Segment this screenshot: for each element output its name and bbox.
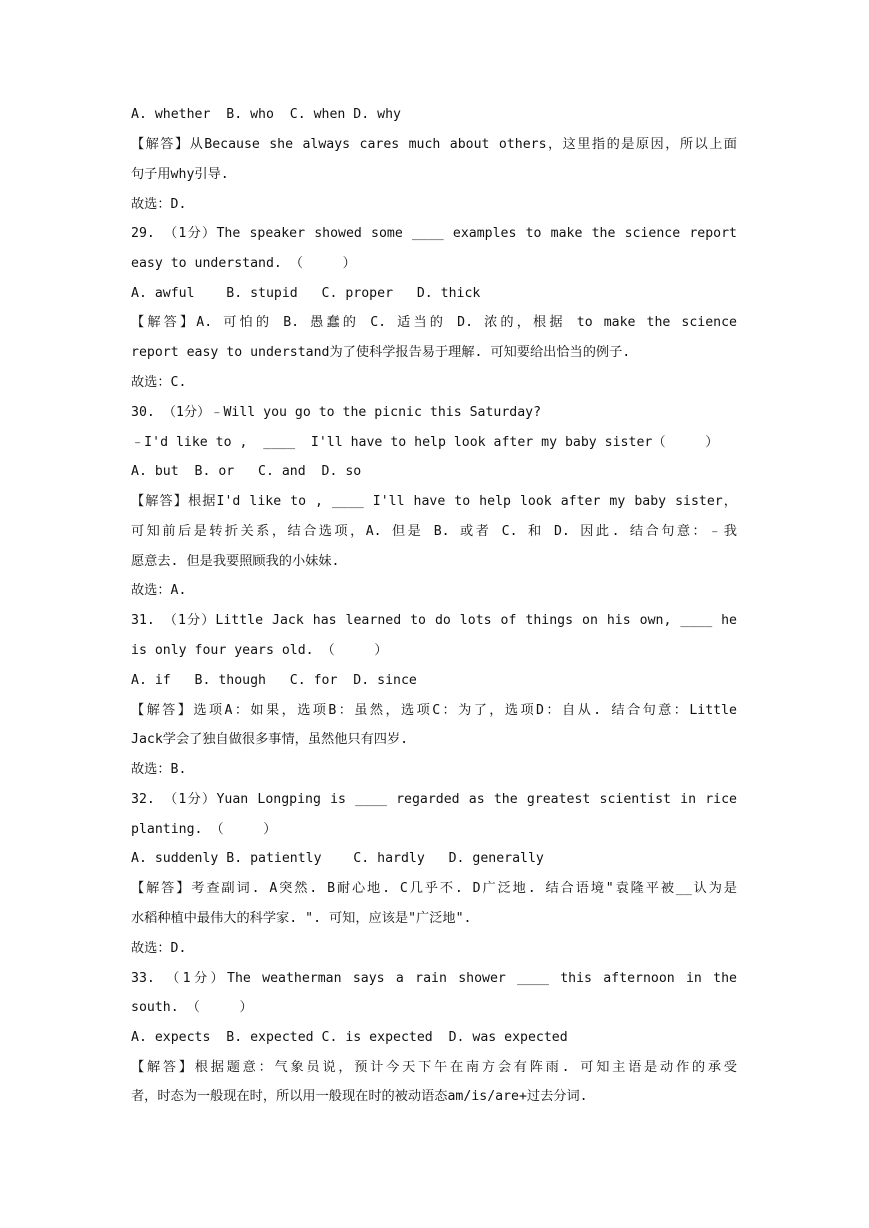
text-line: 愿意去. 但是我要照顾我的小妹妹. [131, 554, 340, 569]
text-line: A. awful B. stupid C. proper D. thick [131, 286, 481, 301]
text-line: 33. （1分）The weatherman says a rain shower ____ this afternoon in the [131, 971, 737, 986]
text-line: 29. （1分）The speaker showed some ____ examples to make the science report [131, 226, 737, 241]
text-line: 32. （1分）Yuan Longping is ____ regarded as the greatest scientist in rice [131, 792, 737, 807]
text-line: A. if B. though C. for D. since [131, 673, 417, 688]
text-line: is only four years old. （ ） [131, 643, 388, 658]
text-line: 可知前后是转折关系，结合选项，A. 但是 B. 或者 C. 和 D. 因此. 结合句意：﹣我 [131, 524, 737, 539]
text-line: A. whether B. who C. when D. why [131, 107, 401, 122]
text-line: A. but B. or C. and D. so [131, 464, 362, 479]
text-line: 故选：A. [131, 583, 187, 598]
text-line: planting. （ ） [131, 822, 277, 837]
text-line: A. expects B. expected C. is expected D. was expected [131, 1030, 568, 1045]
text-line: 30. （1分）﹣Will you go to the picnic this Saturday? [131, 405, 542, 420]
text-line: 水稻种植中最伟大的科学家. ". 可知，应该是"广泛地". [131, 911, 472, 926]
text-line: south. （ ） [131, 1000, 253, 1015]
text-line: 31. （1分）Little Jack has learned to do lots of things on his own, ____ he [131, 613, 737, 628]
text-line: 者，时态为一般现在时，所以用一般现在时的被动语态am/is/are+过去分词. [131, 1089, 588, 1104]
text-line: 【解答】根据I'd like to , ____ I'll have to help look after my baby sister， [131, 494, 737, 509]
text-line: 【解答】考查副词. A突然. B耐心地. C几乎不. D广泛地. 结合语境"袁隆平被__认为是 [131, 881, 737, 896]
text-line: 句子用why引导. [131, 167, 229, 182]
text-line: easy to understand. （ ） [131, 256, 356, 271]
text-line: ﹣I'd like to , ____ I'll have to help look after my baby sister（ ） [131, 435, 719, 450]
text-line: report easy to understand为了使科学报告易于理解. 可知要给出恰当的例子. [131, 345, 631, 360]
text-line: Jack学会了独自做很多事情，虽然他只有四岁. [131, 732, 409, 747]
text-line: 【解答】选项A：如果，选项B：虽然，选项C：为了，选项D：自从. 结合句意：Little [131, 703, 737, 718]
text-line: 故选：D. [131, 941, 187, 956]
text-line: 【解答】A. 可怕的 B. 愚蠢的 C. 适当的 D. 浓的，根据 to make the science [131, 315, 737, 330]
text-line: 故选：B. [131, 762, 187, 777]
text-line: 故选：D. [131, 197, 187, 212]
text-line: 故选：C. [131, 375, 187, 390]
text-line: 【解答】根据题意：气象员说，预计今天下午在南方会有阵雨. 可知主语是动作的承受 [131, 1060, 737, 1075]
text-line: A. suddenly B. patiently C. hardly D. generally [131, 851, 544, 866]
text-line: 【解答】从Because she always cares much about others，这里指的是原因，所以上面 [131, 137, 737, 152]
